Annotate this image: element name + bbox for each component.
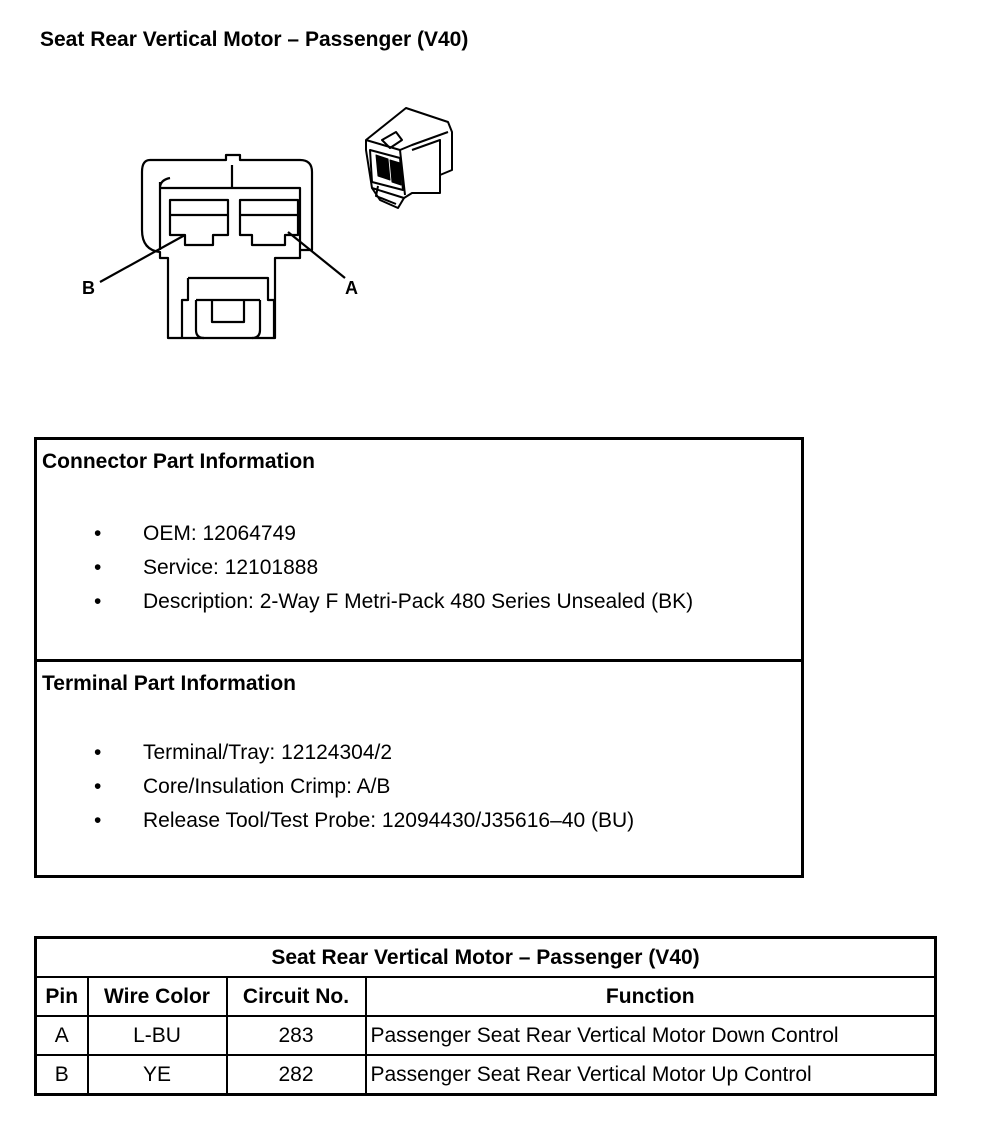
bullet-icon: • (94, 741, 102, 764)
cell-circuit-no: 282 (227, 1055, 366, 1095)
list-item-text: Description: 2-Way F Metri-Pack 480 Series Unsealed (BK) (143, 590, 694, 613)
part-info-box (34, 437, 804, 878)
cavity-a (240, 200, 298, 245)
cell-pin: A (36, 1016, 88, 1055)
bullet-icon: • (94, 590, 102, 613)
connector-diagram (0, 0, 992, 420)
header-pin: Pin (36, 977, 88, 1016)
lock-tab (182, 278, 274, 338)
leader-a (288, 232, 345, 278)
connector-isometric (366, 108, 452, 208)
bullet-icon: • (94, 775, 102, 798)
list-item-text: OEM: 12064749 (143, 522, 296, 545)
terminal-info-heading: Terminal Part Information (42, 672, 296, 695)
table-header-row (36, 977, 936, 1016)
pin-table (34, 936, 937, 1096)
pin-label-b: B (82, 278, 95, 298)
header-circuit-no: Circuit No. (227, 977, 366, 1016)
cell-function: Passenger Seat Rear Vertical Motor Up Control (366, 1055, 936, 1095)
cell-pin: B (36, 1055, 88, 1095)
cell-wire-color: L-BU (88, 1016, 227, 1055)
cell-wire-color: YE (88, 1055, 227, 1095)
bullet-icon: • (94, 522, 102, 545)
table-row (36, 1016, 936, 1055)
bullet-icon: • (94, 556, 102, 579)
list-item-text: Terminal/Tray: 12124304/2 (143, 741, 393, 764)
pin-label-a: A (345, 278, 358, 298)
list-item-text: Service: 12101888 (143, 556, 319, 579)
table-row (36, 1055, 936, 1095)
header-function: Function (366, 977, 936, 1016)
page-title: Seat Rear Vertical Motor – Passenger (V40) (40, 28, 469, 51)
bullet-icon: • (94, 809, 102, 832)
list-item-text: Core/Insulation Crimp: A/B (143, 775, 391, 798)
header-wire-color: Wire Color (88, 977, 227, 1016)
list-item-text: Release Tool/Test Probe: 12094430/J35616–40 (BU) (143, 809, 635, 832)
cell-function: Passenger Seat Rear Vertical Motor Down Control (366, 1016, 936, 1055)
terminal-info-section (37, 659, 801, 875)
leader-b (100, 235, 185, 282)
table-caption-row (36, 938, 936, 978)
cell-circuit-no: 283 (227, 1016, 366, 1055)
connector-info-section (37, 440, 801, 659)
table-caption: Seat Rear Vertical Motor – Passenger (V40) (36, 938, 936, 978)
connector-face-outline (142, 155, 312, 338)
connector-info-heading: Connector Part Information (42, 450, 316, 473)
